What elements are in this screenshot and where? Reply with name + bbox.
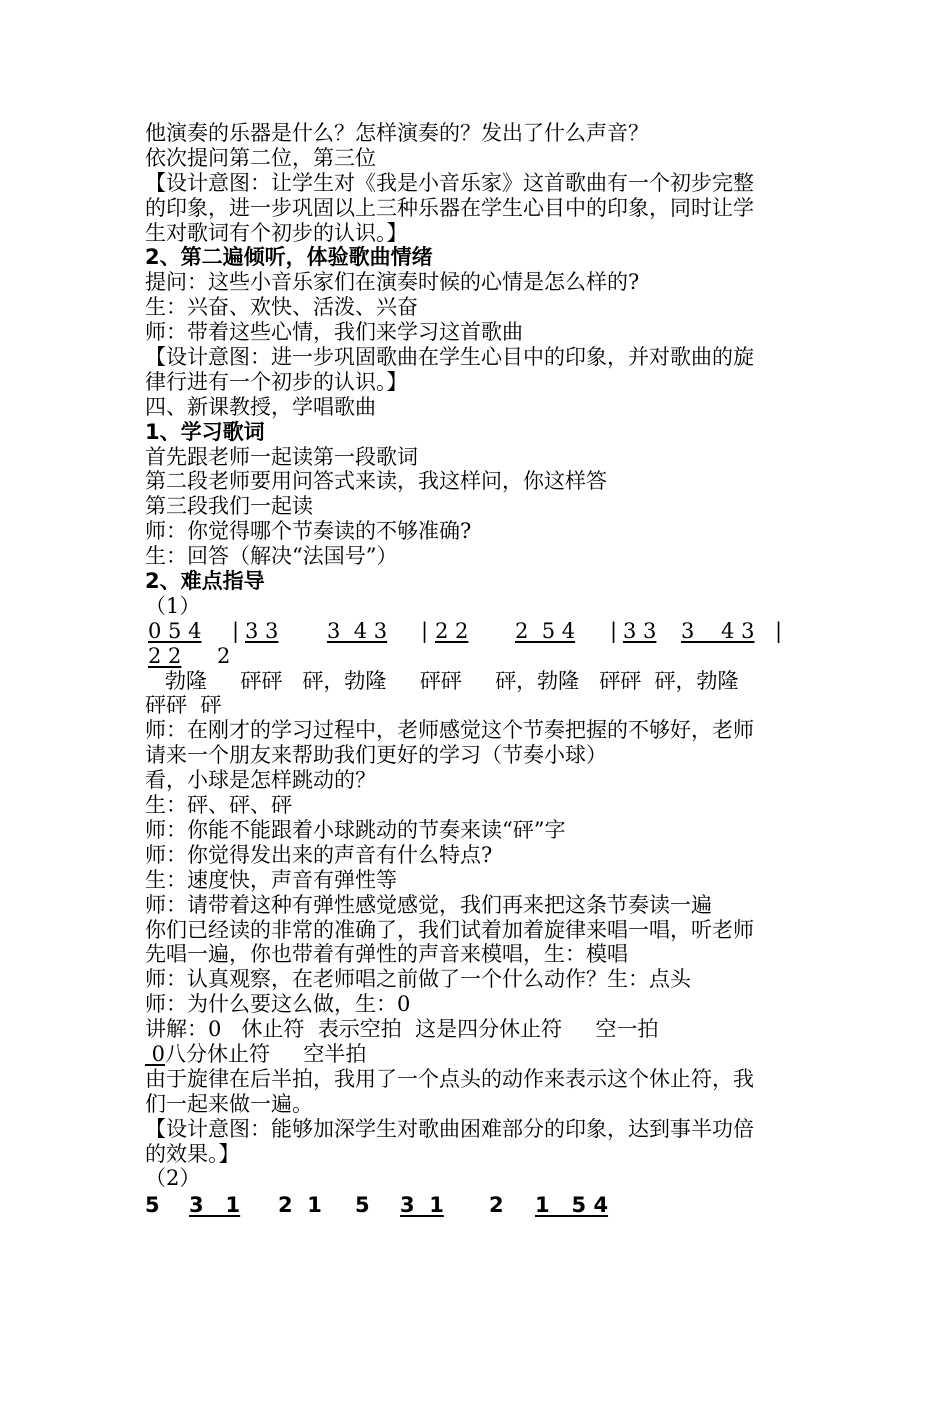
note: 2: [489, 1193, 504, 1218]
section-heading: 2、难点指导: [145, 569, 265, 594]
text-line: 第二段老师要用问答式来读，我这样问，你这样答: [145, 469, 607, 494]
text-line: 由于旋律在后半拍，我用了一个点头的动作来表示这个休止符，我: [145, 1066, 754, 1091]
note-group: 2 1: [278, 1193, 322, 1218]
notation-group: 2 2: [148, 643, 182, 668]
text-line: 师：请带着这种有弹性感觉感觉，我们再来把这条节奏读一遍: [145, 892, 712, 917]
text-line: 看，小球是怎样跳动的？: [145, 768, 376, 793]
text-line: 师：你能不能跟着小球跳动的节奏来读“砰”字: [145, 817, 566, 842]
text-line: 提问：这些小音乐家们在演奏时候的心情是怎么样的?: [145, 270, 640, 295]
rhythm-notation-1-cont: [145, 644, 825, 669]
text-line: 首先跟老师一起读第一段歌词: [145, 444, 418, 469]
text-line: 生：速度快，声音有弹性等: [145, 867, 397, 892]
notation-group: 3 4 3: [681, 618, 755, 643]
bar-line: |: [232, 618, 240, 643]
rest-explanation-text: 八分休止符 空半拍: [165, 1041, 367, 1066]
eighth-rest-symbol: 0: [145, 1041, 166, 1066]
design-intent-line: 律行进有一个初步的认识。】: [145, 369, 408, 394]
notation-group: 2: [217, 643, 231, 668]
text-line: 师：为什么要这么做，生：0: [145, 992, 411, 1017]
text-line: 师：认真观察，在老师唱之前做了一个什么动作？生：点头: [145, 967, 691, 992]
bar-line: |: [775, 618, 783, 643]
note: 5: [355, 1193, 370, 1218]
text-line: 请来一个朋友来帮助我们更好的学习（节奏小球）: [145, 743, 607, 768]
text-line: 讲解：0 休止符 表示空拍 这是四分休止符 空一拍: [145, 1017, 659, 1042]
note: 5: [145, 1193, 160, 1218]
text-line: 依次提问第二位，第三位: [145, 145, 376, 170]
design-intent-line: 生对歌词有个初步的认识。】: [145, 220, 408, 245]
note-group: 3 1: [400, 1193, 444, 1218]
text-line: 生：砰、砰、砰: [145, 793, 292, 818]
text-line: 先唱一遍，你也带着有弹性的声音来模唱，生：模唱: [145, 942, 628, 967]
document-page: [145, 121, 825, 1218]
section-heading: 2、第二遍倾听，体验歌曲情绪: [145, 245, 433, 270]
bar-line: |: [610, 618, 618, 643]
notation-group: 3 3: [245, 618, 279, 643]
notation-group: 2 5 4: [515, 618, 576, 643]
text-line: 们一起来做一遍。: [145, 1091, 313, 1116]
rhythm-notation-1: [145, 619, 825, 644]
text-line: 师：带着这些心情，我们来学习这首歌曲: [145, 320, 523, 345]
text-line: 师：在刚才的学习过程中，老师感觉这个节奏把握的不够好，老师: [145, 718, 754, 743]
note-group: 1 5 4: [535, 1193, 609, 1218]
notation-group: 0 5 4: [148, 618, 202, 643]
text-line: 师：你觉得发出来的声音有什么特点?: [145, 842, 493, 867]
text-line: 生：兴奋、欢快、活泼、兴奋: [145, 295, 418, 320]
notation-group: 3 4 3: [327, 618, 388, 643]
text-line: 他演奏的乐器是什么？怎样演奏的？发出了什么声音？: [145, 121, 649, 145]
lyrics-line: 勃隆 砰砰 砰，勃隆 砰砰 砰，勃隆 砰砰 砰，勃隆: [145, 668, 739, 693]
item-number: （2）: [145, 1166, 201, 1191]
notation-group: 3 3: [623, 618, 657, 643]
note-group: 3 1: [189, 1193, 241, 1218]
design-intent-line: 【设计意图：能够加深学生对歌曲困难部分的印象，达到事半功倍: [145, 1116, 754, 1141]
section-heading: 1、学习歌词: [145, 419, 265, 444]
melody-notation-2: [145, 1193, 825, 1218]
text-line: 生：回答（解决“法国号”）: [145, 544, 398, 569]
item-number: （1）: [145, 593, 201, 618]
text-line: 师：你觉得哪个节奏读的不够准确?: [145, 519, 472, 544]
design-intent-line: 的印象，进一步巩固以上三种乐器在学生心目中的印象，同时让学: [145, 195, 754, 220]
text-line: 第三段我们一起读: [145, 494, 313, 519]
design-intent-line: 【设计意图：让学生对《我是小音乐家》这首歌曲有一个初步完整: [145, 170, 754, 195]
bar-line: |: [421, 618, 429, 643]
design-intent-line: 【设计意图：进一步巩固歌曲在学生心目中的印象，并对歌曲的旋: [145, 345, 754, 370]
rest-explanation-line: [145, 1042, 825, 1067]
section-title: 四、新课教授，学唱歌曲: [145, 394, 376, 419]
design-intent-line: 的效果。】: [145, 1141, 240, 1166]
text-line: 你们已经读的非常的准确了，我们试着加着旋律来唱一唱，听老师: [145, 917, 754, 942]
lyrics-line: 砰砰 砰: [145, 693, 222, 718]
notation-group: 2 2: [435, 618, 469, 643]
